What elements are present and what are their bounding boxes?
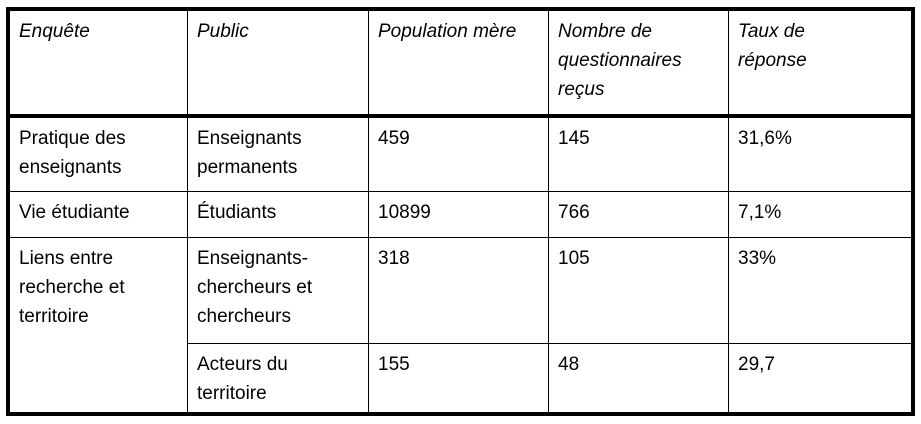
cell-public: Acteurs du territoire [197,354,288,404]
header-taux: Taux de réponse [738,21,807,71]
cell-public: Étudiants [197,202,277,223]
cell-enquete: Vie étudiante [19,202,130,223]
cell-public: Enseignants permanents [197,128,302,178]
cell-taux: 7,1% [738,202,782,223]
cell-questionnaires: 766 [558,202,590,223]
cell-enquete: Pratique des enseignants [19,128,126,178]
cell-taux: 31,6% [738,128,792,149]
cell-population: 459 [378,128,410,149]
cell-population: 318 [378,248,410,269]
cell-questionnaires: 48 [558,354,580,375]
header-enquete: Enquête [19,21,90,42]
header-population: Population mère [378,21,517,42]
cell-questionnaires: 145 [558,128,590,149]
cell-population: 10899 [378,202,431,223]
cell-taux: 29,7 [738,354,775,375]
cell-taux: 33% [738,248,777,269]
survey-table [6,7,915,416]
cell-questionnaires: 105 [558,248,590,269]
cell-enquete: Liens entre recherche et territoire [19,248,125,327]
cell-population: 155 [378,354,410,375]
header-public: Public [197,21,249,42]
cell-public: Enseignants-chercheurs et chercheurs [197,248,313,327]
header-questionnaires: Nombre de questionnaires reçus [558,21,682,100]
